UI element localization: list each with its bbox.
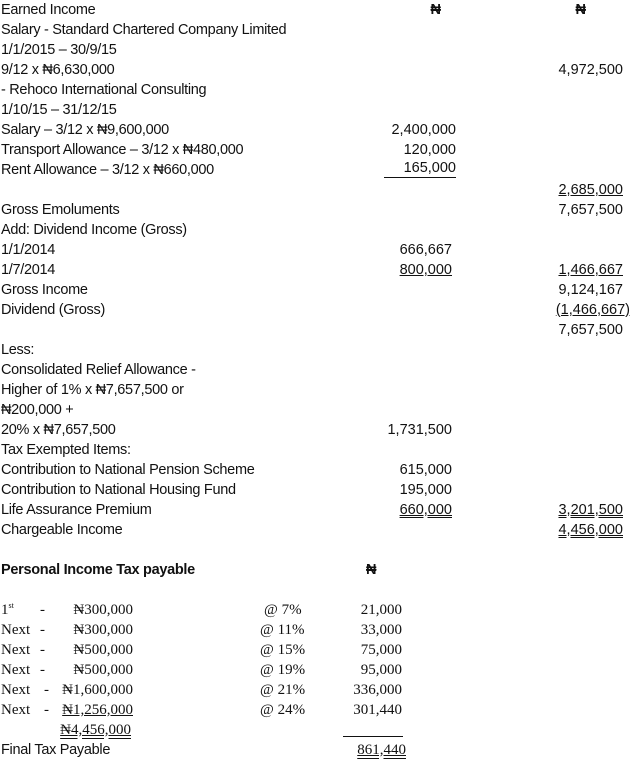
tax-band-row (0, 640, 639, 660)
row-label: 1/1/2014 (1, 242, 56, 258)
tax-band-row (0, 700, 639, 720)
band-dash: - (40, 662, 45, 678)
band-label: Next (1, 662, 31, 678)
tax-band-row (0, 680, 639, 700)
band-amount: ₦1,256,000 (62, 702, 133, 718)
band-dash: - (44, 682, 49, 698)
col2-currency-header: ₦ (575, 2, 586, 18)
row-label: Transport Allowance – 3/12 x ₦480,000 (1, 142, 244, 158)
statement-row (0, 340, 639, 360)
section-title-earned-income: Earned Income (1, 2, 96, 18)
row-value-col1: 165,000 (384, 160, 456, 178)
statement-row (0, 440, 639, 460)
row-label: Salary - Standard Chartered Company Limited (1, 22, 287, 38)
row-value-col1: 660,000 (399, 502, 452, 518)
band-amount: ₦300,000 (73, 622, 133, 638)
statement-row (0, 140, 639, 160)
band-tax: 21,000 (360, 602, 402, 618)
band-tax: 301,440 (353, 702, 402, 718)
tax-currency-header: ₦ (366, 562, 377, 578)
row-value-col2: 3,201,500 (558, 502, 623, 518)
band-dash: - (44, 702, 49, 718)
row-value-col2: (1,466,667) (555, 302, 630, 318)
tax-total-amount-row (0, 720, 639, 740)
band-amount: ₦300,000 (73, 602, 133, 618)
row-label: Life Assurance Premium (1, 502, 152, 518)
band-label: Next (1, 702, 31, 718)
row-value-col1: 2,400,000 (391, 122, 456, 138)
tax-section-header (0, 560, 639, 580)
row-value-col1: 800,000 (399, 262, 452, 278)
band-rate: @ 21% (260, 682, 306, 698)
row-value-col1: 120,000 (403, 142, 456, 158)
row-value-col1: 666,667 (399, 242, 452, 258)
statement-row (0, 380, 639, 400)
statement-row (0, 260, 639, 280)
row-label: 20% x ₦7,657,500 (1, 422, 116, 438)
row-label: 1/7/2014 (1, 262, 56, 278)
band-tax: 75,000 (360, 642, 402, 658)
total-taxable-amount: ₦4,456,000 (60, 722, 131, 738)
statement-row (0, 420, 639, 440)
row-label: Add: Dividend Income (Gross) (1, 222, 187, 238)
band-label: 1 (1, 602, 9, 618)
band-rate: @ 24% (260, 702, 306, 718)
row-label: 1/1/2015 – 30/9/15 (1, 42, 117, 58)
statement-row (0, 300, 639, 320)
row-value-col1: 1,731,500 (387, 422, 452, 438)
band-tax: 95,000 (360, 662, 402, 678)
row-label: Consolidated Relief Allowance - (1, 362, 196, 378)
band-label: Next (1, 682, 31, 698)
tax-band-row (0, 620, 639, 640)
band-amount: ₦1,600,000 (62, 682, 133, 698)
row-label: Contribution to National Housing Fund (1, 482, 236, 498)
band-rate: @ 11% (260, 622, 305, 638)
total-rule (343, 736, 403, 737)
band-dash: - (40, 642, 45, 658)
row-label: Tax Exempted Items: (1, 442, 131, 458)
row-value-col2: 9,124,167 (558, 282, 623, 298)
row-label: ₦200,000 + (1, 402, 74, 418)
statement-row (0, 200, 639, 220)
row-value-col1: 615,000 (399, 462, 452, 478)
statement-row (0, 400, 639, 420)
header-row (0, 0, 639, 20)
statement-row (0, 100, 639, 120)
band-dash: - (40, 622, 45, 638)
statement-row (0, 180, 639, 200)
statement-row (0, 220, 639, 240)
row-value-col2: 7,657,500 (558, 322, 623, 338)
band-tax: 336,000 (353, 682, 402, 698)
row-label: - Rehoco International Consulting (1, 82, 207, 98)
row-label: 1/10/15 – 31/12/15 (1, 102, 117, 118)
row-label: Gross Emoluments (1, 202, 120, 218)
tax-band-row (0, 660, 639, 680)
statement-row (0, 240, 639, 260)
band-amount: ₦500,000 (73, 662, 133, 678)
tax-band-row (0, 600, 639, 620)
statement-row (0, 80, 639, 100)
row-value-col2: 2,685,000 (558, 182, 623, 198)
statement-row (0, 320, 639, 340)
statement-row (0, 480, 639, 500)
row-value-col2: 4,456,000 (558, 522, 623, 538)
band-label: Next (1, 642, 31, 658)
band-dash: - (40, 602, 45, 618)
col1-currency-header: ₦ (430, 2, 441, 18)
row-label: Less: (1, 342, 35, 358)
final-tax-value: 861,440 (357, 742, 406, 758)
statement-row (0, 360, 639, 380)
statement-row (0, 500, 639, 520)
row-label: Gross Income (1, 282, 88, 298)
row-label: Dividend (Gross) (1, 302, 105, 318)
final-tax-row (0, 740, 639, 760)
row-value-col2: 1,466,667 (558, 262, 623, 278)
statement-row (0, 120, 639, 140)
band-rate: @ 7% (264, 602, 302, 618)
row-label: Contribution to National Pension Scheme (1, 462, 255, 478)
row-value-col1: 195,000 (399, 482, 452, 498)
band-label: Next (1, 622, 31, 638)
row-value-col2: 4,972,500 (558, 62, 623, 78)
statement-row (0, 460, 639, 480)
statement-row (0, 40, 639, 60)
statement-row (0, 20, 639, 40)
tax-section-title: Personal Income Tax payable (1, 562, 195, 578)
final-tax-label: Final Tax Payable (1, 742, 111, 758)
row-value-col2: 7,657,500 (558, 202, 623, 218)
statement-row (0, 280, 639, 300)
row-label: Chargeable Income (1, 522, 123, 538)
band-rate: @ 15% (260, 642, 306, 658)
statement-row (0, 160, 639, 180)
row-label: Rent Allowance – 3/12 x ₦660,000 (1, 162, 214, 178)
band-amount: ₦500,000 (73, 642, 133, 658)
statement-row (0, 60, 639, 80)
row-label: Higher of 1% x ₦7,657,500 or (1, 382, 184, 398)
band-rate: @ 19% (260, 662, 306, 678)
row-label: Salary – 3/12 x ₦9,600,000 (1, 122, 169, 138)
statement-row-chargeable-income (0, 520, 639, 540)
band-tax: 33,000 (360, 622, 402, 638)
row-label: 9/12 x ₦6,630,000 (1, 62, 115, 78)
band-label-sup: st (8, 601, 14, 610)
